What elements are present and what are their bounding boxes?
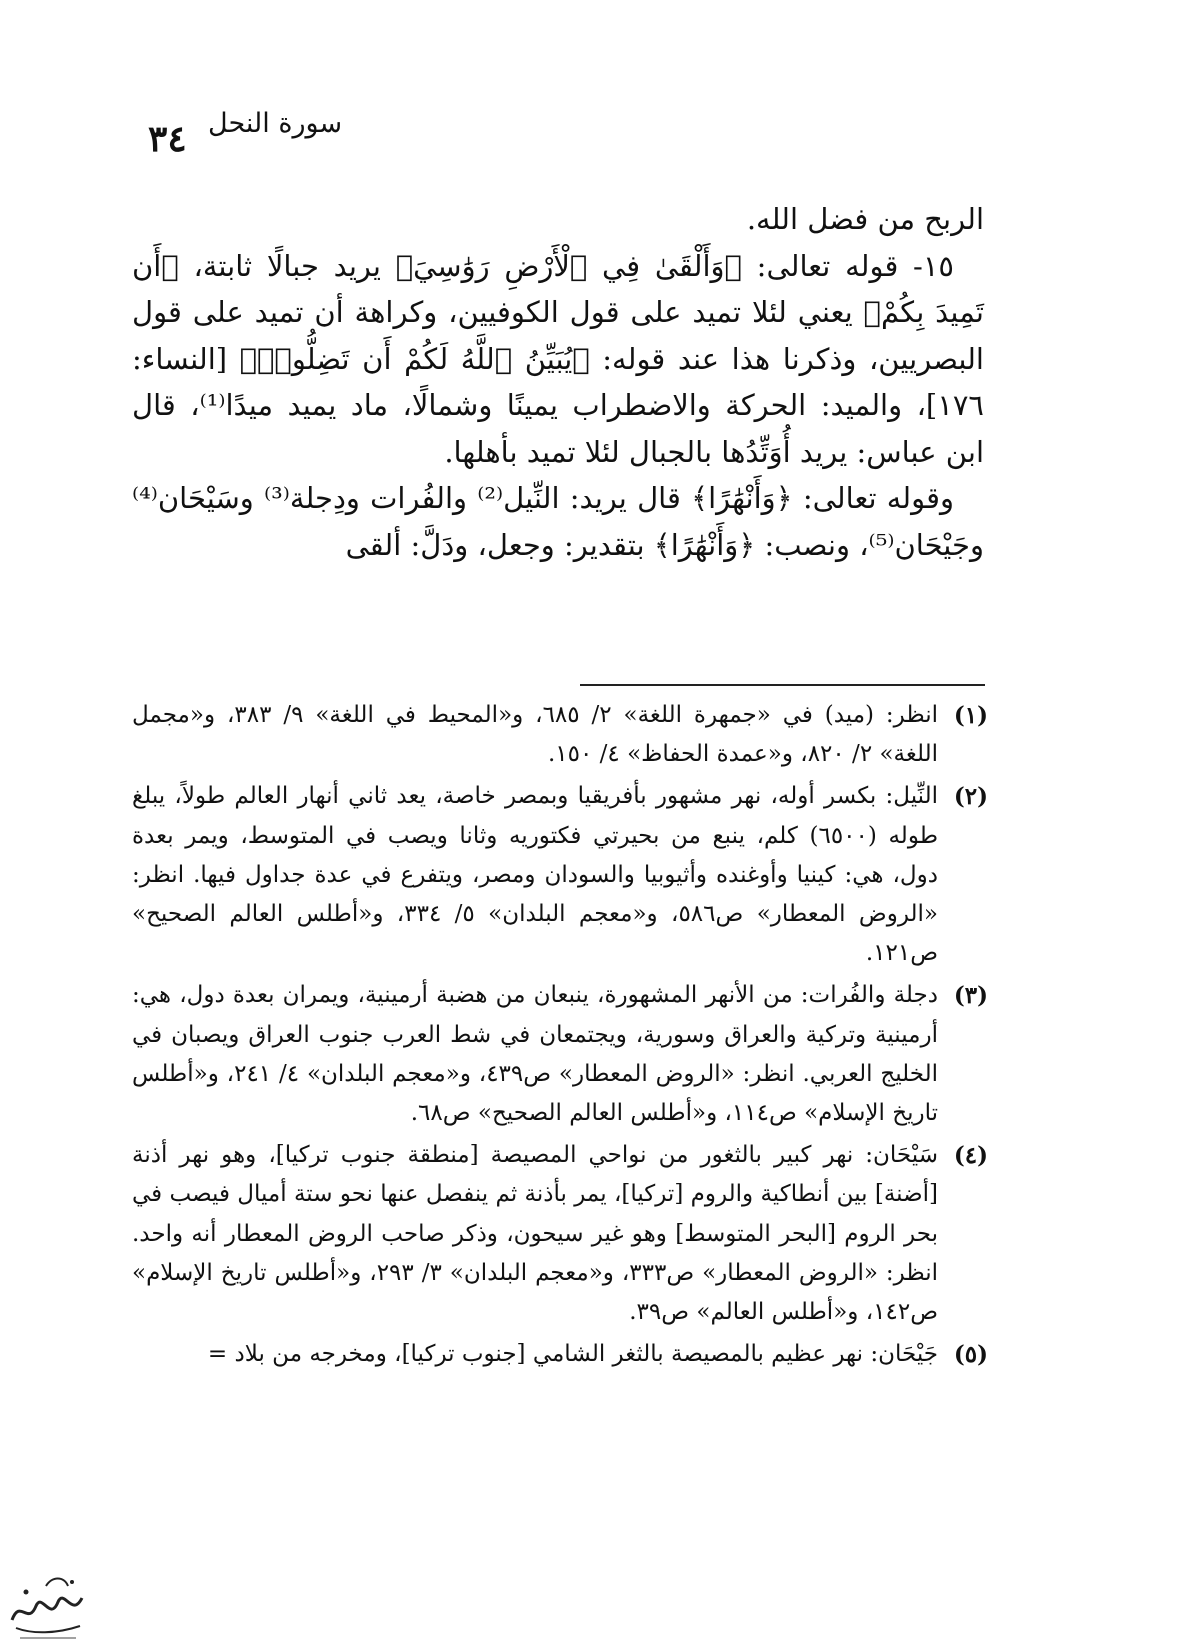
footnote-text: النِّيل: بكسر أوله، نهر مشهور بأفريقيا وبمصر خاصة، يعد ثاني أنهار العالم طولاً، يبلغ طوله (٦٥٠٠) كلم، ينبع من بحيرتي فكتوريه وثانا ويصب في المتوسط، ويمر بعدة دول، هي: كينيا وأوغنده وأثيوبيا والسودان ومصر، ويتفرع في عدة جداول فيها. انظر: «الروض المعطار» ص٥٨٦، و«معجم البلدان» ٥/ ٣٣٤، و«أطلس العالم الصحيح» ص١٢١.	[132, 783, 939, 967]
footnote	[132, 1335, 988, 1374]
page-number: ٣٤	[148, 118, 187, 160]
footnote-text: سَيْحَان: نهر كبير بالثغور من نواحي المصيصة [منطقة جنوب تركيا]، وهو نهر أذنة [أضنة] بين أنطاكية والروم [تركيا]، يمر بأذنة ثم ينفصل عنها نحو ستة أميال فيصب في بحر الروم [البحر المتوسط] وهو غير سيحون، وذكر صاحب الروض المعطار أنه واحد. انظر: «الروض المعطار» ص٣٣٣، و«معجم البلدان» ٣/ ٢٩٣، و«أطلس تاريخ الإسلام» ص١٤٢، و«أطلس العالم» ص٣٩.	[132, 1142, 939, 1326]
surah-title: سورة النحل	[208, 108, 343, 139]
paragraph: ١٥- قوله تعالى: ﴿وَأَلْقَىٰ فِي ٱلْأَرْضِ رَوَٰسِيَ﴾ يريد جبالًا ثابتة، ﴿أَن تَمِيدَ بِكُمْ﴾ يعني لئلا تميد على قول الكوفيين، وكراهة أن تميد على قول البصريين، وذكرنا هذا عند قوله: ﴿يُبَيِّنُ ٱللَّهُ لَكُمْ أَن تَضِلُّوا۟﴾ [النساء: ١٧٦]، والميد: الحركة والاضطراب يمينًا وشمالًا، ماد يميد ميدًا⁽¹⁾، قال ابن عباس: يريد أُوَتِّدُها بالجبال لئلا تميد بأهلها.	[132, 248, 984, 469]
footnote-number: (١)	[953, 702, 988, 729]
footnote-text: انظر: (ميد) في «جمهرة اللغة» ٢/ ٦٨٥، و«المحيط في اللغة» ٩/ ٣٨٣، و«مجمل اللغة» ٢/ ٨٢٠، و«عمدة الحفاظ» ٤/ ١٥٠.	[132, 702, 939, 768]
paragraph: الربح من فضل الله.	[746, 202, 984, 236]
footnote	[132, 696, 988, 774]
publisher-logo-icon	[6, 1568, 90, 1644]
footnote	[132, 1136, 988, 1332]
footnote-text: دجلة والفُرات: من الأنهر المشهورة، ينبعان من هضبة أرمينية، ويمران بعدة دول، هي: أرمينية وتركية والعراق وسورية، ويجتمعان في شط العرب جنوب العراق ويصبان في الخليج العربي. انظر: «الروض المعطار» ص٤٣٩، و«معجم البلدان» ٤/ ٢٤١، و«أطلس تاريخ الإسلام» ص١١٤، و«أطلس العالم الصحيح» ص٦٨.	[132, 982, 939, 1127]
paragraph: وقوله تعالى: ﴿وَأَنْهَٰرًا﴾ قال يريد: النِّيل⁽²⁾ والفُرات ودِجلة⁽³⁾ وسَيْحَان⁽⁴⁾وجَيْحَان⁽⁵⁾، ونصب: ﴿وَأَنْهَٰرًا﴾ بتقدير: وجعل، ودَلَّ: ألقى	[132, 481, 984, 562]
footnote-separator	[580, 684, 985, 686]
footnote-number: (٣)	[953, 982, 988, 1010]
main-text	[132, 196, 984, 568]
footnotes	[132, 696, 988, 1377]
footnote-text: جَيْحَان: نهر عظيم بالمصيصة بالثغر الشامي [جنوب تركيا]، ومخرجه من بلاد =	[207, 1341, 938, 1368]
footnote	[132, 976, 988, 1133]
footnote-number: (٥)	[953, 1341, 988, 1369]
footnote-number: (٤)	[953, 1142, 988, 1170]
footnote	[132, 777, 988, 973]
footnote-number: (٢)	[953, 783, 988, 811]
